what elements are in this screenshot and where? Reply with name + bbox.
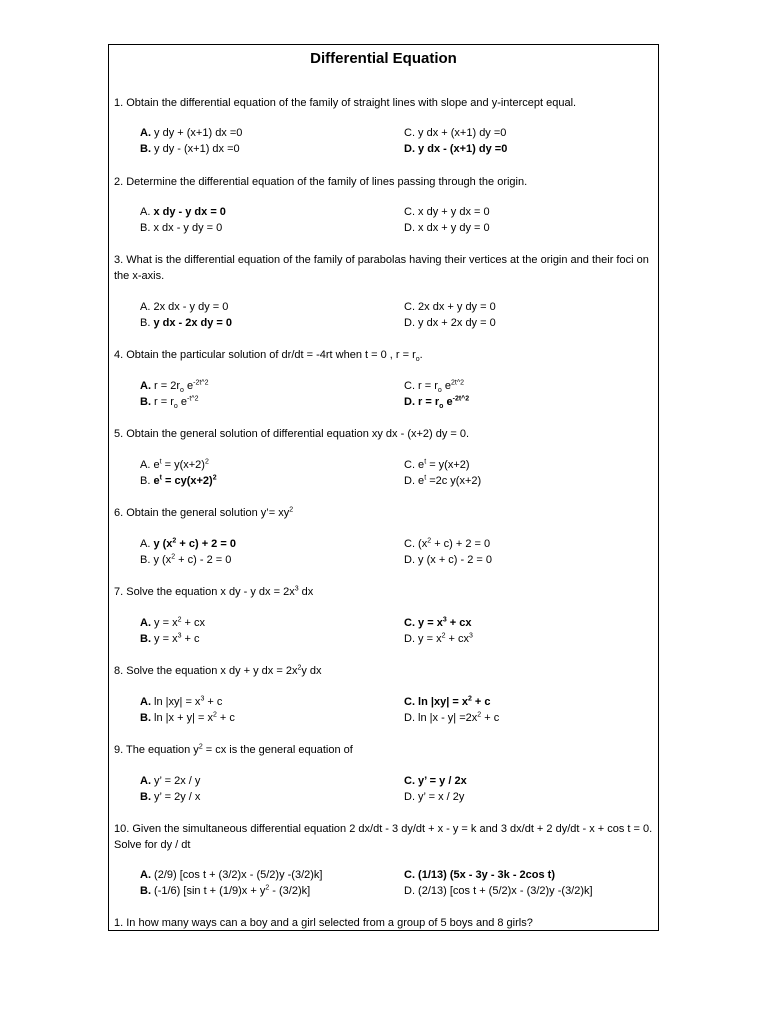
q1-option-c: C. y dx + (x+1) dy =0 bbox=[404, 127, 507, 139]
q3-option-c: C. 2x dx + y dy = 0 bbox=[404, 301, 496, 313]
q7-option-c: C. $y = x^3$ + cx bbox=[404, 616, 472, 629]
q2-option-d: D. x dx + y dy = 0 bbox=[404, 222, 490, 234]
question-11-stem: 1. In how many ways can a boy and a girl selected from a group of 5 boys and 8 girls? bbox=[114, 917, 533, 929]
q6-option-a: A. y $(x^2 + c) + 2 = 0$ bbox=[140, 537, 236, 550]
question-1-stem: 1. Obtain the differential equation of the family of straight lines with slope and y-intercept equal. bbox=[114, 97, 577, 109]
q6-option-d: D. y (x + c) - 2 = 0 bbox=[404, 554, 493, 566]
q7-option-a: A. $y = x^2$ + cx bbox=[140, 616, 206, 629]
question-9-stem: 9. The equation $y^2$ = cx is the general equation of bbox=[114, 743, 353, 756]
q8-option-c: C. $\ln |xy| = x^2 + c$ bbox=[404, 695, 491, 708]
question-6-stem: 6. Obtain the general solution y’= $xy^2$ bbox=[114, 506, 294, 519]
q9-option-b: B. y’ = 2y / x bbox=[140, 791, 201, 803]
q10-option-d: D. (2/13) [cos t + (5/2)x - (3/2)y -(3/2)k] bbox=[404, 885, 593, 897]
question-10-stem: 10. Given the simultaneous differential equation 2 dx/dt - 3 dy/dt + x - y = k and 3 dx/dt + 2 dy/dt - x + cos t = 0. Solve for dy / dt bbox=[114, 823, 653, 851]
q5-option-b: B. $e^t = cy(x+2)^2$ bbox=[140, 474, 217, 487]
q6-option-b: B. y $(x^2 + c) - 2 = 0$ bbox=[140, 553, 232, 566]
q10-option-a: A. (2/9) [cos t + (3/2)x - (5/2)y -(3/2)k] bbox=[140, 869, 323, 881]
question-8-stem: 8. Solve the equation x dy + y dx = $2x^2y$ dx bbox=[114, 664, 322, 677]
q6-option-c: C. $(x^2 + c) + 2 = 0$ bbox=[404, 537, 491, 550]
q8-option-a: A. $\ln |xy| = x^3 + c$ bbox=[140, 695, 223, 708]
q3-option-a: A. 2x dx - y dy = 0 bbox=[140, 301, 229, 313]
q2-option-a: A. x dy - y dx = 0 bbox=[140, 206, 226, 218]
q4-option-a: A. $r = 2r_o$ $e^{-2t\^{}2}$ bbox=[140, 379, 209, 395]
q3-option-b: B. y dx - 2x dy = 0 bbox=[140, 317, 233, 329]
q9-option-d: D. y’ = x / 2y bbox=[404, 791, 465, 803]
question-7-stem: 7. Solve the equation x dy - y dx = $2x^3$ dx bbox=[114, 585, 314, 598]
question-3-stem: 3. What is the differential equation of the family of parabolas having their vertices at the origin and their foci on the x-axis. bbox=[114, 254, 649, 282]
q2-option-c: C. x dy + y dx = 0 bbox=[404, 206, 490, 218]
q1-option-b: B. y dy - (x+1) dx =0 bbox=[140, 143, 240, 155]
q8-option-b: B. $\ln |x + y| = x^2 + c$ bbox=[140, 711, 235, 724]
question-4-stem: 4. Obtain the particular solution of dr/dt = -4rt when t = 0 , $r = r_o$. bbox=[114, 349, 423, 364]
q4-option-c: C. $r = r_o$ $e^{2t\^{}2}$ bbox=[404, 379, 465, 395]
q5-option-d: D. $e^t =2c$ y(x+2) bbox=[404, 474, 482, 487]
q10-option-c: C. (1/13) (5x - 3y - 3k - 2cos t) bbox=[404, 869, 555, 881]
q10-option-b: B. (-1/6) [sin $t + (1/9)x + y^2 - (3/2)k$] bbox=[140, 884, 311, 897]
q1-option-a: A. y dy + (x+1) dx =0 bbox=[140, 127, 243, 139]
q9-option-c: C. y’ = y / 2x bbox=[404, 775, 467, 787]
q1-option-d: D. y dx - (x+1) dy =0 bbox=[404, 143, 508, 155]
question-2-stem: 2. Determine the differential equation of the family of lines passing through the origin. bbox=[114, 176, 528, 188]
q7-option-d: D. $y = x^2 + cx^3$ bbox=[404, 632, 473, 645]
question-5-stem: 5. Obtain the general solution of differential equation xy dx - (x+2) dy = 0. bbox=[114, 428, 470, 440]
q5-option-a: A. $e^t = y(x+2)^2$ bbox=[140, 458, 209, 471]
q9-option-a: A. y’ = 2x / y bbox=[140, 775, 201, 787]
q2-option-b: B. x dx - y dy = 0 bbox=[140, 222, 223, 234]
q3-option-d: D. y dx + 2x dy = 0 bbox=[404, 317, 496, 329]
page-title: Differential Equation bbox=[310, 50, 457, 67]
q4-option-b: B. $r = r_o$ $e^{-t\^{}2}$ bbox=[140, 395, 199, 411]
q4-option-d: D. $r = r_o$ $e^{-2t\^{}2}$ bbox=[404, 395, 470, 411]
q5-option-c: C. $e^t = y(x+2)$ bbox=[404, 458, 470, 471]
q8-option-d: D. $\ln |x - y| =2x^2 + c$ bbox=[404, 711, 500, 724]
question-sheet bbox=[108, 44, 659, 931]
q7-option-b: B. $y = x^3 + c$ bbox=[140, 632, 200, 645]
